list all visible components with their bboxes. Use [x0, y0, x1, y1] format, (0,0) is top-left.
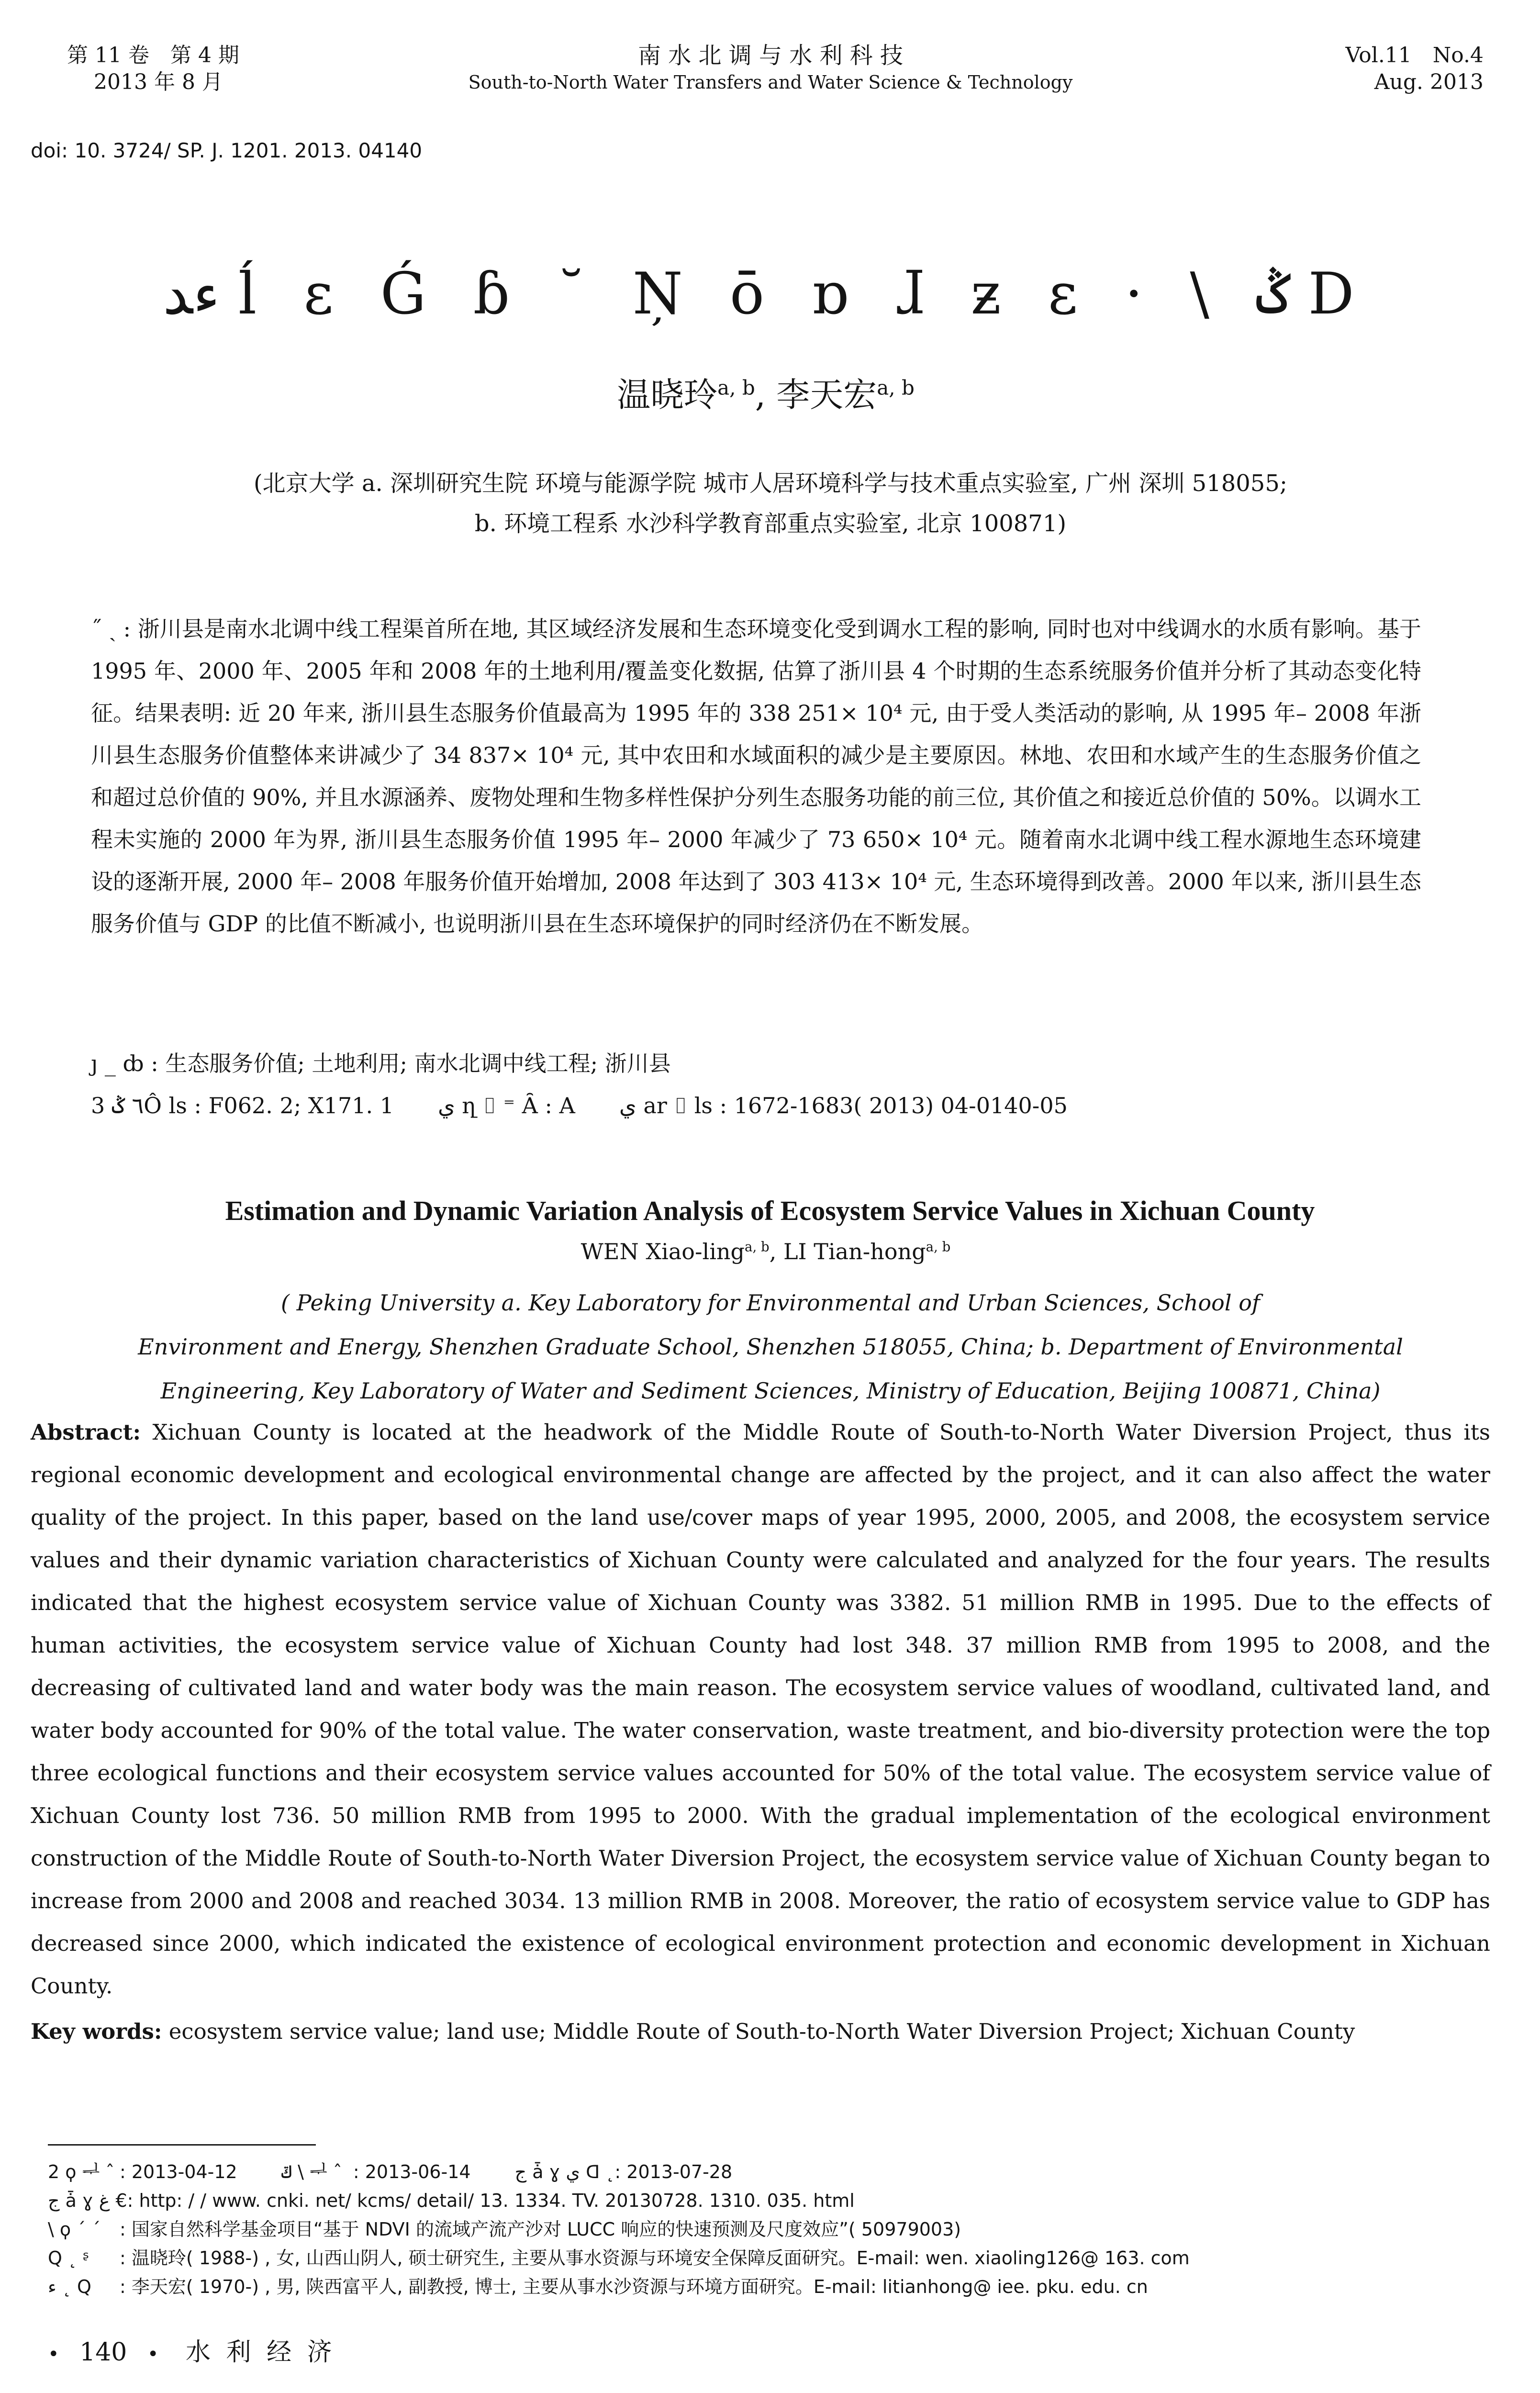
author-separator: ,: [755, 375, 777, 414]
published-date: : 2013-07-28: [614, 2161, 733, 2182]
author-en-1: WEN Xiao-ling: [580, 1239, 745, 1264]
header-center: [364, 42, 1177, 96]
author-name-2: 李天宏: [776, 375, 877, 414]
revised-date: : 2013-06-14: [353, 2161, 471, 2182]
keywords-en-text: ecosystem service value; land use; Middle Route of South-to-North Water Diversion Project; Xichuan County: [168, 2019, 1355, 2044]
classification-cn: 3 ٦ ݣÔ ls : F062. 2; X171. 1 ي ղ ⌷ ⁼ Ȃ : A ي ar ⌷ ls : 1672-1683( 2013) 04-0140-05: [91, 1093, 1068, 1118]
footnote-divider: [48, 2144, 316, 2146]
keywords-en: [31, 2010, 1490, 2053]
author2-mark: ء ˛ Q: [48, 2276, 91, 2297]
abstract-cn-label: ˝ ˎ :: [91, 616, 131, 642]
affiliation-cn-line2: b. 环境工程系 水沙科学教育部重点实验室, 北京 100871): [474, 510, 1067, 537]
author-en-2: LI Tian-hong: [783, 1239, 926, 1264]
received-date: : 2013-04-12: [120, 2161, 237, 2182]
revised-mark: ݿ \ ᆗ ˆ: [281, 2161, 342, 2182]
issue-date-en: Aug. 2013: [1374, 70, 1484, 94]
published-mark: ج ǡ ɣ ي ᗡ ˛: [514, 2161, 615, 2182]
author1-mark: Q ˛ ᶳ: [48, 2248, 89, 2269]
doi: doi: 10. 3724/ SP. J. 1201. 2013. 04140: [31, 139, 423, 162]
author-en-separator: ,: [769, 1239, 783, 1264]
header-left: [67, 42, 316, 96]
keywords-cn: [91, 1042, 1421, 1085]
volume-issue-en: Vol.11 No.4: [1345, 43, 1484, 67]
footer-journal-short: 水 利 经 济: [186, 2338, 336, 2367]
title-cn: ءﺪ ĺ ɛ Ǵ ɓ ˘ Ņ ō ɒ ɺ ƶ ɛ · \ ݣ D: [163, 261, 1369, 327]
abstract-en: [31, 1411, 1490, 2007]
affiliation-en-line2: Environment and Energy, Shenzhen Graduate School, Shenzhen 518055, China; b. Department of Environmental: [138, 1334, 1403, 1360]
footnote-dates: [48, 2158, 1484, 2186]
online-url[interactable]: : http: / / www. cnki. net/ kcms/ detail/ 13. 1334. TV. 20130728. 1310. 035. html: [127, 2190, 855, 2211]
url-mark: ج ǡ ɣ غ €: [48, 2190, 127, 2211]
header-right: [1273, 42, 1484, 96]
author-en-affil-1: a, b: [745, 1239, 770, 1255]
author1-text: : 温晓玲( 1988-) , 女, 山西山阴人, 硕士研究生, 主要从事水资源与环境安全保障反面研究。E-mail: wen. xiaoling126@ 163. com: [120, 2248, 1190, 2269]
keywords-cn-label: ȷ _ ȸ :: [91, 1051, 158, 1076]
affiliation-cn: [86, 463, 1455, 544]
fund-text: : 国家自然科学基金项目“基于 NDVI 的流域产流产沙对 LUCC 响应的快速预测及尺度效应”( 50979003): [120, 2219, 961, 2240]
page-footer: [48, 2336, 622, 2371]
keywords-en-label: Key words:: [31, 2019, 162, 2044]
affiliation-en-line1: ( Peking University a. Key Laboratory for Environmental and Urban Sciences, School of: [281, 1290, 1260, 1316]
footer-bullet-right: •: [147, 2343, 159, 2365]
affiliation-en: [57, 1281, 1484, 1413]
journal-name-cn: 南 水 北 调 与 水 利 科 技: [637, 42, 904, 69]
abstract-cn-text: 浙川县是南水北调中线工程渠首所在地, 其区域经济发展和生态环境变化受到调水工程的影响, 同时也对中线调水的水质有影响。基于 1995 年、2000 年、2005 年和 2008 年的土地利用/覆盖变化数据, 估算了浙川县 4 个时期的生态系统服务价值并分析了其动态变化特征。结果表明: 近 20 年来, 浙川县生态服务价值最高为 1995 年的 338 251× 10⁴ 元, 由于受人类活动的影响, 从 1995 年– 2008 年浙川县生态服务价值整体来讲减少了 34 837× 10⁴ 元, 其中农田和水域面积的减少是主要原因。林地、农田和水域产生的生态服务价值之和超过总价值的 90%, 并且水源涵养、废物处理和生物多样性保护分列生态服务功能的前三位, 其价值之和接近总价值的 50%。以调水工程未实施的 2000 年为界, 浙川县生态服务价值 1995 年– 2000 年减少了 73 650× 10⁴ 元。随着南水北调中线工程水源地生态环境建设的逐渐开展, 2000 年– 2008 年服务价值开始增加, 2008 年达到了 303 413× 10⁴ 元, 生态环境得到改善。2000 年以来, 浙川县生态服务价值与 GDP 的比值不断减小, 也说明浙川县在生态环境保护的同时经济仍在不断发展。: [91, 616, 1421, 937]
author-en-affil-2: a, b: [926, 1239, 951, 1255]
footnotes: [48, 2158, 1484, 2301]
page-number: 140: [79, 2338, 127, 2367]
author-name-1: 温晓玲: [617, 375, 718, 414]
author2-text: : 李天宏( 1970-) , 男, 陕西富平人, 副教授, 博士, 主要从事水沙资源与环境方面研究。E-mail: litianhong@ iee. pku. edu. cn: [120, 2276, 1148, 2297]
footnote-fund: [48, 2215, 1484, 2244]
affiliation-en-line3: Engineering, Key Laboratory of Water and Sediment Sciences, Ministry of Education, Beijing 100871, China): [160, 1378, 1381, 1404]
volume-issue: 第 11 卷 第 4 期: [67, 43, 239, 67]
footer-bullet-left: •: [48, 2343, 59, 2365]
fund-mark: \ ϙ ˊ ˊ: [48, 2219, 101, 2240]
abstract-en-label: Abstract:: [31, 1420, 141, 1445]
authors-cn: [287, 373, 1244, 416]
footnote-url: [48, 2186, 1484, 2215]
received-mark: 2 ϙ ᆗ ˆ: [48, 2161, 115, 2182]
authors-en: [287, 1235, 1244, 1268]
abstract-cn: [91, 608, 1421, 945]
issue-date: 2013 年 8 月: [94, 70, 223, 94]
abstract-en-text: Xichuan County is located at the headwork of the Middle Route of South-to-North Water Diversion Project, thus its regional economic development and ecological environmental change are affected by the project, and it can also affect the water quality of the project. In this paper, based on the land use/cover maps of year 1995, 2000, 2005, and 2008, the ecosystem service values and their dynamic variation characteristics of Xichuan County were calculated and analyzed for the four years. The results indicated that the highest ecosystem service value of Xichuan County was 3382. 51 million RMB in 1995. Due to the effects of human activities, the ecosystem service value of Xichuan County had lost 348. 37 million RMB from 1995 to 2008, and the decreasing of cultivated land and water body was the main reason. The ecosystem service values of woodland, cultivated land, and water body accounted for 90% of the total value. The water conservation, waste treatment, and bio-diversity protection were the top three ecological functions and their ecosystem service values accounted for 50% of the total value. The ecosystem service value of Xichuan County lost 736. 50 million RMB from 1995 to 2000. With the gradual implementation of the ecological environment construction of the Middle Route of South-to-North Water Diversion Project, the ecosystem service value of Xichuan County began to increase from 2000 and 2008 and reached 3034. 13 million RMB in 2008. Moreover, the ratio of ecosystem service value to GDP has decreased since 2000, which indicated the existence of ecological environment protection and economic development in Xichuan County.: [31, 1420, 1490, 1999]
author-affil-2: a, b: [877, 376, 915, 400]
footnote-author2: [48, 2272, 1484, 2301]
footnote-author1: [48, 2244, 1484, 2272]
affiliation-cn-line1: (北京大学 a. 深圳研究生院 环境与能源学院 城市人居环境科学与技术重点实验室, 广州 深圳 518055;: [253, 470, 1288, 497]
keywords-cn-text: 生态服务价值; 土地利用; 南水北调中线工程; 浙川县: [165, 1051, 671, 1076]
author-affil-1: a, b: [717, 376, 755, 400]
title-en: Estimation and Dynamic Variation Analysis of Ecosystem Service Values in Xichuan County: [225, 1195, 1315, 1226]
journal-name-en: South-to-North Water Transfers and Water Science & Technology: [468, 72, 1073, 93]
